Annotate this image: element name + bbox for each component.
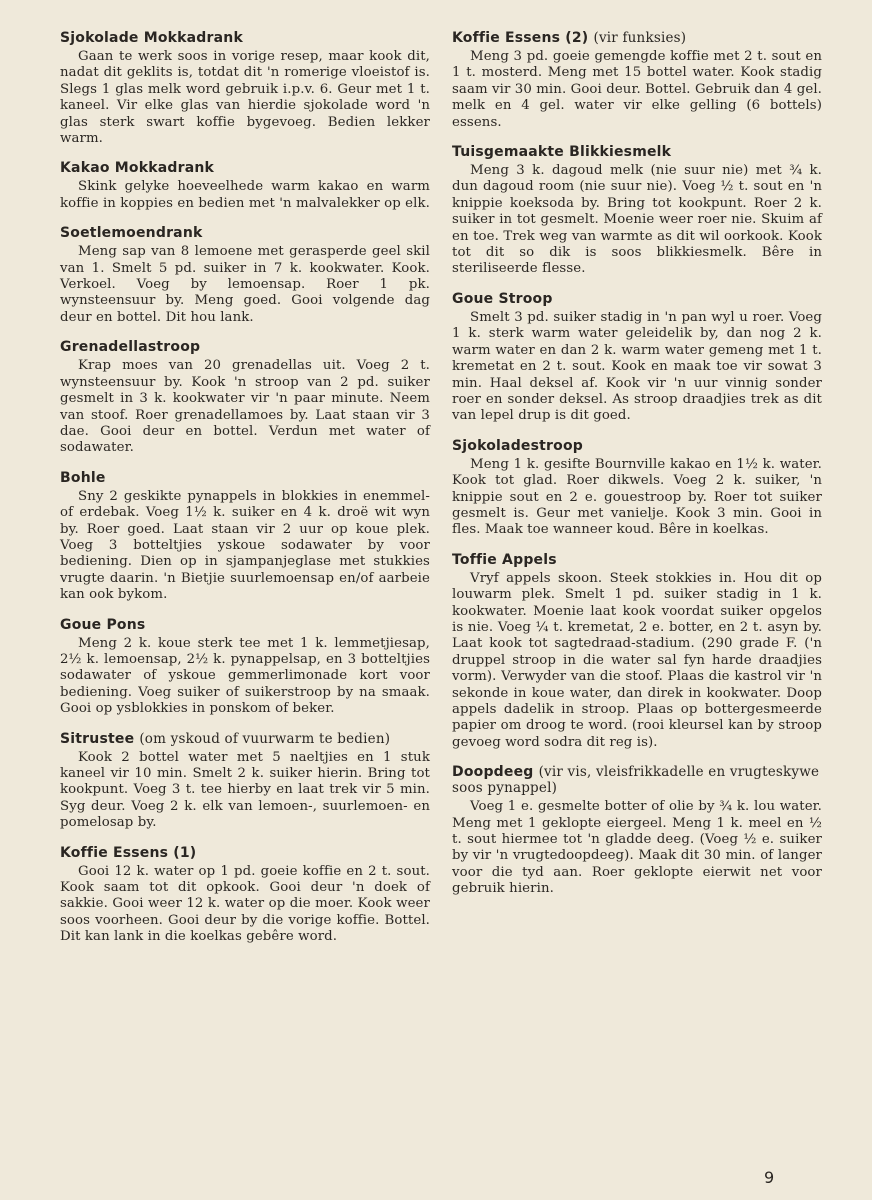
recipe-body: Meng 2 k. koue sterk tee met 1 k. lemmetjiesap, 2½ k. lemoensap, 2½ k. pynappelsap, en 3 botteltjies sodawater of yskoue gemmerlimonade kort voor bediening. Voeg suiker of suikerstroop by na smaak. Gooi op ysblokkies in ponskom of beker. — [60, 635, 430, 717]
recipe-title-text: Sjokolade Mokkadrank — [60, 30, 243, 46]
recipe-title-text: Koffie Essens (2) — [452, 30, 589, 46]
recipe — [60, 30, 430, 147]
recipe-title — [60, 845, 430, 861]
recipe-title-text: Grenadellastroop — [60, 339, 201, 356]
recipe-body: Voeg 1 e. gesmelte botter of olie by ¾ k. lou water. Meng met 1 geklopte eiergeel. Meng 1 k. meel en ½ t. sout hiermee tot 'n gladde deeg. (Voeg ½ e. suiker by vir 'n vrugtedoopdeeg). Maak dit 30 min. of langer voor die tyd aan. Roer geklopte eierwit net voor gebruik hierin. — [452, 799, 822, 897]
recipe — [60, 470, 430, 604]
recipe-body: Krap moes van 20 grenadellas uit. Voeg 2 t. wynsteensuur by. Kook 'n stroop van 2 pd. suiker gesmelt in 3 k. kookwater vir 'n paar minute. Neem van stoof. Roer grenadellamoes by. Laat staan vir 3 dae. Gooi deur en bottel. Verdun met water of sodawater. — [60, 358, 430, 456]
recipe-title — [452, 764, 822, 796]
recipe — [452, 438, 822, 539]
recipe-title — [452, 144, 822, 160]
left-column — [60, 30, 430, 959]
recipe-body: Sny 2 geskikte pynappels in blokkies in enemmel- of erdebak. Voeg 1½ k. suiker en 4 k. droë wit wyn by. Roer goed. Laat staan vir 2 uur op koue plek. Voeg 3 botteltjies yskoue sodawater by voor bediening. Dien op in sjampanjeglase met stukkies vrugte daarin. 'n Bietjie suurlemoensap en/of aarbeie kan ook bykom. — [60, 488, 430, 603]
recipe-title — [60, 731, 430, 747]
recipe — [452, 552, 822, 751]
recipe-body: Meng sap van 8 lemoene met gerasperde geel skil van 1. Smelt 5 pd. suiker in 7 k. kookwater. Kook. Verkoel. Voeg by lemoensap. Roer 1 pk. wynsteensuur by. Meng goed. Gooi volgende dag deur en bottel. Dit hou lank. — [60, 244, 430, 325]
recipe-title — [60, 160, 430, 176]
recipe-body: Gooi 12 k. water op 1 pd. goeie koffie en 2 t. sout. Kook saam tot dit opkook. Gooi deur 'n doek of sakkie. Gooi weer 12 k. water op die moer. Kook weer soos voorheen. Gooi deur by die vorige koffie. Bottel. Dit kan lank in die koelkas gebêre word. — [60, 863, 430, 945]
recipe-title — [60, 470, 430, 486]
recipe-body: Meng 1 k. gesifte Bournville kakao en 1½ k. water. Kook tot glad. Roer dikwels. Voeg 2 k. suiker, 'n knippie sout en 2 e. gouestroop by. Roer tot suiker gesmelt is. Geur met vanielje. Kook 3 min. Gooi in fles. Maak toe wanneer koud. Bêre in koelkas. — [452, 456, 822, 538]
recipe — [60, 160, 430, 212]
recipe-title-text: Goue Stroop — [452, 290, 553, 307]
recipe-title-text: Toffie Appels — [452, 551, 557, 568]
recipe-subtitle: (vir vis, vleisfrikkadelle en vrugteskywe soos pynappel) — [452, 764, 820, 797]
recipe-title-text: Sjokoladestroop — [452, 437, 584, 454]
recipe-title-text: Soetlemoendrank — [60, 225, 203, 242]
recipe-body: Skink gelyke hoeveelhede warm kakao en warm koffie in koppies en bedien met 'n malvalekker op elk. — [60, 179, 430, 211]
recipe — [452, 30, 822, 131]
recipe — [60, 845, 430, 946]
recipe-body: Vryf appels skoon. Steek stokkies in. Hou dit op louwarm plek. Smelt 1 pd. suiker stadig in 1 k. kookwater. Moenie laat kook voordat suiker opgelos is nie. Voeg ¼ t. kremetat, 2 e. botter, en 2 t. asyn by. Laat kook tot sagtedraad-stadium. (290 grade F. ('n druppel stroop in die water sal fyn harde draadjies vorm). Verwyder van die stoof. Plaas die kastrol vir 'n sekonde in koue water, dan direk in kookwater. Doop appels dadelik in stroop. Plaas op bottergesmeerde papier om droog te word. (rooi kleursel kan by stroop gevoeg word sodra dit reg is). — [452, 570, 822, 750]
recipe-title — [452, 552, 822, 568]
recipe-title — [60, 617, 430, 633]
recipe — [60, 617, 430, 718]
recipe — [452, 144, 822, 278]
recipe-body: Smelt 3 pd. suiker stadig in 'n pan wyl u roer. Voeg 1 k. sterk warm water geleidelik by, dan nog 2 k. warm water en dan 2 k. warm water gemeng met 1 t. kremetat en 2 t. sout. Kook en maak toe vir sowat 3 min. Haal deksel af. Kook vir 'n uur vinnig sonder roer en sonder deksel. As stroop draadjies trek as dit van lepel drup is dit goed. — [452, 309, 822, 424]
recipe — [452, 291, 822, 425]
recipe — [60, 731, 430, 832]
right-column — [452, 30, 822, 911]
recipe-title-text: Goue Pons — [60, 616, 146, 633]
recipe-body: Meng 3 k. dagoud melk (nie suur nie) met ¾ k. dun dagoud room (nie suur nie). Voeg ½ t. sout en 'n knippie koeksoda by. Bring tot kookpunt. Roer 2 k. suiker in tot gesmelt. Moenie weer roer nie. Skuim af en toe. Trek weg van warmte as dit wil oorkook. Kook tot dit so dik is soos blikkiesmelk. Bêre in steriliseerde flesse. — [452, 163, 822, 277]
recipe-body: Gaan te werk soos in vorige resep, maar kook dit, nadat dit geklits is, totdat dit 'n romerige vloeistof is. Slegs 1 glas melk word gebruik i.p.v. 6. Geur met 1 t. kaneel. Vir elke glas van hierdie sjokolade word 'n glas sterk swart koffie bygevoeg. Bedien lekker warm. — [60, 49, 430, 147]
recipe-title-text: Bohle — [60, 469, 106, 486]
recipe-subtitle: (om yskoud of vuurwarm te bedien) — [139, 730, 391, 747]
recipe-title-text: Koffie Essens (1) — [60, 844, 197, 861]
recipe-title — [452, 30, 822, 46]
recipe — [452, 764, 822, 897]
recipe — [60, 339, 430, 456]
recipe-title-text: Doopdeeg — [452, 764, 534, 781]
recipe-subtitle: (vir funksies) — [593, 30, 687, 46]
recipe-title — [60, 30, 430, 46]
recipe-title — [452, 291, 822, 307]
recipe-title-text: Sitrustee — [60, 730, 135, 747]
recipe-title — [60, 339, 430, 355]
recipe-title — [452, 438, 822, 454]
recipe-body: Meng 3 pd. goeie gemengde koffie met 2 t. sout en 1 t. mosterd. Meng met 15 bottel water. Kook stadig saam vir 30 min. Gooi deur. Bottel. Gebruik dan 4 gel. melk en 4 gel. water vir elke gelling (6 bottels) essens. — [452, 49, 822, 130]
page-number: 9 — [764, 1168, 775, 1187]
recipe-body: Kook 2 bottel water met 5 naeltjies en 1 stuk kaneel vir 10 min. Smelt 2 k. suiker hierin. Bring tot kookpunt. Voeg 3 t. tee hierby en laat trek vir 5 min. Syg deur. Voeg 2 k. elk van lemoen-, suurlemoen- en pomelosap by. — [60, 749, 430, 831]
recipe — [60, 225, 430, 326]
recipe-title — [60, 225, 430, 241]
recipe-title-text: Kakao Mokkadrank — [60, 160, 215, 177]
recipe-title-text: Tuisgemaakte Blikkiesmelk — [452, 144, 672, 161]
